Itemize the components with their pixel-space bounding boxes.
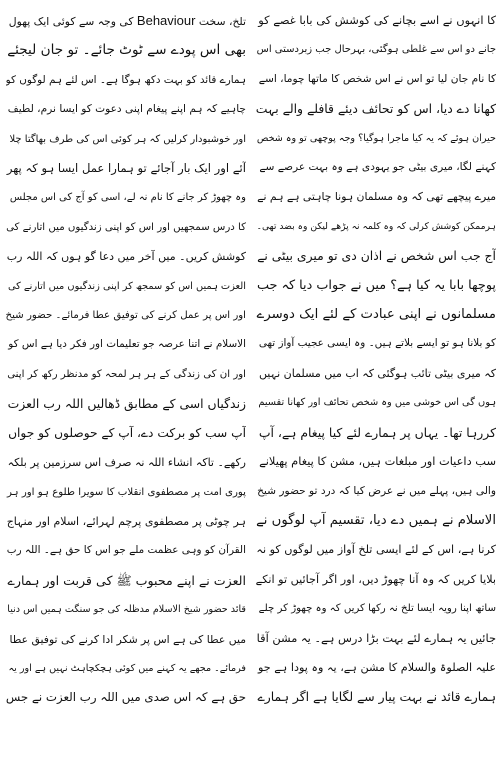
- text-segment: پوری امت پر مصطفوی انقلاب کا سویرا طلوع ہو اور ہر: [6, 486, 246, 498]
- text-segment: الاسلام نے اتنا عرصہ جو تعلیمات اور فکر دیا ہے اس کو: [8, 338, 246, 351]
- text-segment: کوشش کریں۔ میں آخر میں دعا گو ہوں کہ اللہ رب: [6, 250, 246, 264]
- text-line: الاسلام نے ہمیں دے دیا، تقسیم آپ لوگوں نے: [256, 512, 496, 528]
- text-line: ساتھ اپنا رویہ ایسا تلخ نہ رکھا کریں کہ وہ چھوڑ کر چلے: [258, 603, 496, 615]
- text-line: [6, 654, 246, 683]
- text-segment: زندگیاں اسی کے مطابق ڈھالیں اللہ رب العزت: [7, 396, 246, 412]
- text-line: [6, 242, 246, 271]
- text-line: میرے پیچھے تھی کہ وہ مسلمان ہونا چاہتی ہے ہم نے: [257, 190, 496, 204]
- text-line: [6, 419, 246, 448]
- text-line: [6, 595, 246, 624]
- text-segment: بھی اس پودے سے ٹوٹ جائے۔ تو جان لیجئے: [7, 42, 246, 59]
- text-line: علیہ الصلوۃ والسلام کا مشن ہے، یہ وہ پودا ہے جو: [258, 660, 496, 674]
- text-line: [6, 478, 246, 507]
- text-line: ہمارے قائد نے بہت پیار سے لگایا ہے اگر ہمارے: [257, 689, 496, 705]
- text-line: [6, 536, 246, 565]
- text-line: والی ہیں، پہلے میں نے عرض کیا کہ درد تو حضور شیخ: [257, 484, 496, 497]
- text-segment: تلخ، سخت: [198, 15, 246, 28]
- text-line: کررہا تھا۔ یہاں پر ہمارے لئے کیا پیغام ہے، آپ: [258, 424, 496, 440]
- text-line: کو بلانا ہو تو ایسے بلاتے ہیں۔ وہ ایسی عجیب آواز تھی: [258, 337, 496, 350]
- text-segment: آپ سب کو برکت دے، آپ کے حوصلوں کو جواں: [8, 425, 246, 440]
- text-line: [6, 213, 246, 242]
- text-line: [6, 95, 246, 124]
- text-segment: آئے اور ایک بار آجائے تو ہمارا عمل ایسا ہو کہ پھر: [6, 161, 246, 176]
- text-line: [6, 66, 246, 95]
- text-line: جانے دو اس سے غلطی ہوگئی، بہرحال جب زبردستی اس: [256, 44, 496, 56]
- text-line: سب داعیات اور مبلغات ہیں، مشن کا پیغام پھیلانے: [259, 454, 496, 469]
- text-line: [6, 183, 246, 212]
- text-line: ہوں گی اس خوشی میں وہ شخص تحائف اور کھانا تقسیم: [258, 397, 496, 409]
- text-line: کرنا ہے، اس کے لئے ایسی تلخ آواز میں لوگوں کو نہ: [256, 543, 496, 557]
- text-line: مسلمانوں نے اپنی عبادت کے لئے ایک دوسرے: [256, 307, 496, 323]
- text-line: [6, 360, 246, 389]
- left-text-column: [6, 6, 246, 763]
- text-line: بلایا کریں کہ وہ آنا چھوڑ دیں، اور اگر آجائیں تو انکے: [256, 572, 496, 586]
- text-line: [6, 683, 246, 712]
- text-segment: کی وجہ سے کوئی ایک پھول: [8, 15, 134, 28]
- text-segment: فرمائے۔ مجھے یہ کہنے میں کوئی ہچکچاہٹ نہیں ہے اور یہ: [8, 662, 246, 674]
- text-line: [6, 154, 246, 183]
- text-line: کا انہوں نے اسے بچانے کی کوشش کی بابا غصے کو: [258, 13, 496, 27]
- text-segment: حق ہے کہ اس صدی میں اللہ رب العزت نے جس: [6, 690, 246, 705]
- text-line: پوچھا بابا یہ کیا ہے؟ میں نے جواب دیا کہ جب: [256, 277, 496, 293]
- text-segment: رکھے۔ تاکہ انشاء اللہ نہ صرف اس سرزمین پر بلکہ: [7, 456, 246, 470]
- english-word: Behaviour: [136, 13, 196, 28]
- text-line: [6, 6, 246, 36]
- text-segment: اور خوشبودار کرلیں کہ ہر کوئی اس کی طرف بھاگتا چلا: [9, 133, 246, 145]
- text-line: کا نام جان لیا تو اس نے اس شخص کا ماتھا چوما، اسے: [258, 72, 496, 85]
- text-line: [6, 566, 246, 595]
- text-line: [6, 301, 246, 330]
- text-segment: قائد حضور شیخ الاسلام مدظلہ کی جو سنگت ہمیں اس دنیا: [7, 604, 246, 616]
- text-line: [6, 625, 246, 654]
- right-text-column: [256, 6, 496, 763]
- text-line: [6, 507, 246, 536]
- text-segment: ہر چوٹی پر مصطفوی پرچم لہرائے، اسلام اور منہاج: [6, 514, 246, 528]
- text-line: [6, 272, 246, 301]
- text-line: کھانا دے دیا، اس کو تحائف دیئے قافلے والے بہت: [256, 101, 496, 117]
- text-line: کہ میری بیٹی تائب ہوگئی کہ اب میں مسلمان نہیں: [258, 366, 496, 380]
- text-segment: العزت نے اپنے محبوب ﷺ کی قربت اور ہمارے: [7, 572, 246, 588]
- text-segment: وہ چھوڑ کر جانے کا نام نہ لے، اسی کو آج کی اس مجلس: [9, 192, 246, 204]
- text-segment: کا درس سمجھیں اور اس کو اپنی زندگیوں میں اتارنے کی: [6, 221, 246, 233]
- text-segment: القرآن کو وہی عظمت ملے جو اس کا حق ہے۔ اللہ رب: [6, 544, 246, 557]
- text-line: [6, 448, 246, 477]
- text-segment: اور ان کی زندگی کے ہر ہر لمحہ کو مدنظر رکھ کر اپنی: [7, 368, 246, 380]
- text-line: ہرممکن کوشش کرلی کہ وہ کلمہ نہ پڑھے لیکن وہ بضد تھی۔: [256, 220, 496, 232]
- text-line: [6, 125, 246, 154]
- text-segment: العزت ہمیں اس کو سمجھ کر اپنی زندگیوں میں اتارنے کی: [7, 280, 246, 292]
- text-line: جائیں یہ ہمارے لئے بہت بڑا درس ہے۔ یہ مشن آقا: [256, 630, 496, 645]
- text-line: حیران ہوئے کہ یہ کیا ماجرا ہوگیا؟ وجہ پوچھی تو وہ شخص: [256, 132, 496, 144]
- text-line: کہنے لگا، میری بیٹی جو یہودی ہے وہ بہت عرصے سے: [259, 161, 496, 174]
- text-line: [6, 36, 246, 65]
- text-line: [6, 330, 246, 359]
- text-segment: اور اس پر عمل کرنے کی توفیق عطا فرمائے۔ حضور شیخ: [6, 310, 246, 322]
- text-line: آج جب اس شخص نے اذان دی تو میری بیٹی نے: [257, 248, 496, 264]
- text-segment: چاہیے کہ ہم اپنے پیغام اپنی دعوت کو ایسا نرم، لطیف: [7, 103, 246, 116]
- text-line: [6, 389, 246, 418]
- text-segment: میں عطا کی ہے اس پر شکر ادا کرنے کی توفیق عطا: [9, 632, 246, 646]
- text-segment: ہمارے قائد کو بہت دکھ ہوگا ہے۔ اس لئے ہم لوگوں کو: [6, 73, 246, 86]
